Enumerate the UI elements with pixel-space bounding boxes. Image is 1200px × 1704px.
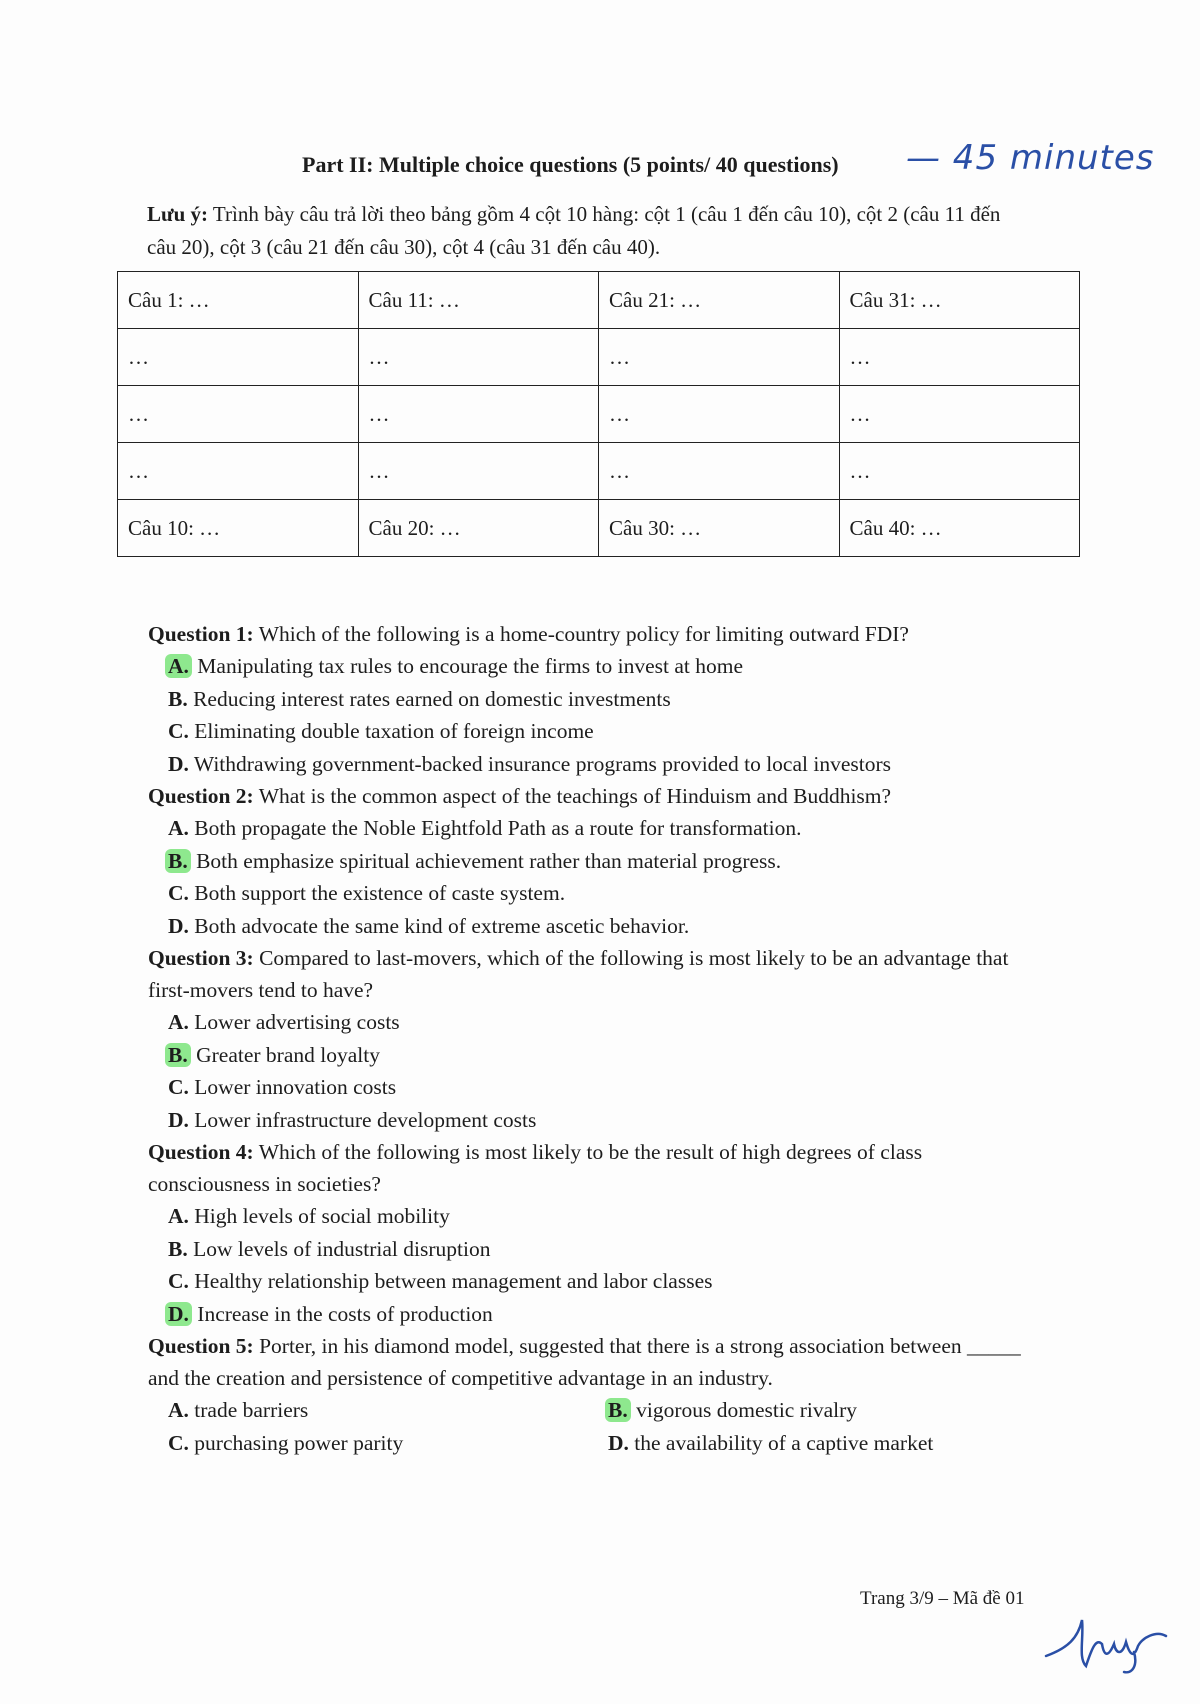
option-letter-highlighted: D. (165, 1302, 192, 1326)
question-3 (148, 942, 1048, 1136)
option-b (168, 845, 1048, 878)
question-stem (148, 780, 1048, 812)
option-letter: A. (168, 1398, 189, 1422)
option-letter: B. (168, 1236, 188, 1261)
option-c (168, 1071, 1048, 1104)
table-cell: Câu 20: … (358, 500, 599, 557)
table-cell: … (839, 386, 1080, 443)
option-text: Greater brand loyalty (196, 1042, 380, 1067)
question-stem (148, 1330, 1048, 1394)
table-row (118, 500, 1080, 557)
table-row (118, 443, 1080, 500)
signature-icon (1038, 1608, 1178, 1678)
instruction-note (147, 198, 1027, 264)
option-text: Both advocate the same kind of extreme ascetic behavior. (194, 913, 690, 938)
option-letter: A. (168, 1204, 189, 1228)
option-text: trade barriers (194, 1398, 309, 1422)
question-stem (148, 1136, 1048, 1200)
question-text: Which of the following is a home-country policy for limiting outward FDI? (258, 622, 909, 646)
option-d (168, 1298, 1048, 1331)
option-text: Lower infrastructure development costs (194, 1107, 537, 1132)
option-c (168, 1265, 1048, 1298)
option-letter: D. (608, 1430, 629, 1455)
option-a (168, 1200, 1048, 1233)
question-label: Question 1: (148, 622, 254, 646)
table-cell: … (118, 329, 359, 386)
table-cell: Câu 11: … (358, 272, 599, 329)
question-5 (148, 1330, 1048, 1459)
option-d (168, 1104, 1048, 1137)
option-letter-highlighted: B. (165, 849, 191, 873)
option-b (168, 1233, 1048, 1266)
question-text: Porter, in his diamond model, suggested that there is a strong association between _____ and the creation and persistence of competitive advantage in an industry. (148, 1334, 1021, 1390)
option-c (168, 715, 1048, 748)
question-list (148, 618, 1048, 1459)
option-letter: B. (168, 686, 188, 711)
question-stem (148, 942, 1048, 1006)
table-cell: … (599, 329, 840, 386)
question-text: What is the common aspect of the teachings of Hinduism and Buddhism? (258, 784, 892, 808)
question-label: Question 3: (148, 946, 254, 970)
option-text: Both propagate the Noble Eightfold Path as a route for transformation. (194, 816, 802, 840)
option-d (608, 1427, 1048, 1460)
answer-table (117, 271, 1080, 557)
option-letter: C. (168, 1269, 189, 1293)
table-cell: … (599, 443, 840, 500)
table-cell: … (599, 386, 840, 443)
question-text: Which of the following is most likely to be the result of high degrees of class consciousness in societies? (148, 1140, 923, 1196)
option-text: the availability of a captive market (634, 1430, 934, 1455)
option-d (168, 748, 1048, 781)
table-row (118, 329, 1080, 386)
option-b (168, 1039, 1048, 1072)
table-cell: … (118, 443, 359, 500)
option-letter: A. (168, 1010, 189, 1034)
question-text: Compared to last-movers, which of the following is most likely to be an advantage that first-movers tend to have? (148, 946, 1009, 1002)
option-letter: D. (168, 751, 189, 776)
table-cell: Câu 40: … (839, 500, 1080, 557)
table-cell: Câu 21: … (599, 272, 840, 329)
option-text: Both support the existence of caste system. (194, 881, 566, 905)
page-footer: Trang 3/9 – Mã đề 01 (860, 1588, 1025, 1609)
option-text: Healthy relationship between management and labor classes (194, 1269, 713, 1293)
option-letter-highlighted: B. (165, 1043, 191, 1067)
option-text: Manipulating tax rules to encourage the firms to invest at home (197, 654, 744, 678)
option-c (168, 877, 1048, 910)
table-cell: Câu 1: … (118, 272, 359, 329)
option-d (168, 910, 1048, 943)
table-cell: Câu 30: … (599, 500, 840, 557)
option-b (608, 1394, 1048, 1427)
option-c (168, 1427, 608, 1460)
option-text: Lower innovation costs (194, 1075, 397, 1099)
table-row (118, 386, 1080, 443)
option-text: vigorous domestic rivalry (636, 1398, 858, 1422)
option-text: Increase in the costs of production (197, 1301, 493, 1326)
option-letter: C. (168, 719, 189, 743)
handwritten-note: — 45 minutes (906, 138, 1155, 178)
option-letter: A. (168, 816, 189, 840)
question-2 (148, 780, 1048, 942)
option-a (168, 812, 1048, 845)
option-text: Reducing interest rates earned on domestic investments (193, 686, 671, 711)
option-letter-highlighted: A. (165, 654, 192, 678)
part-title: Part II: Multiple choice questions (5 points/ 40 questions) (302, 152, 839, 177)
question-label: Question 5: (148, 1334, 254, 1358)
option-text: Lower advertising costs (194, 1010, 400, 1034)
question-1 (148, 618, 1048, 780)
option-text: Withdrawing government-backed insurance programs provided to local investors (193, 751, 891, 776)
option-text: Low levels of industrial disruption (193, 1236, 491, 1261)
option-letter: C. (168, 881, 189, 905)
table-cell: … (358, 386, 599, 443)
option-a (168, 1006, 1048, 1039)
option-text: purchasing power parity (194, 1430, 404, 1455)
question-label: Question 4: (148, 1140, 254, 1164)
question-label: Question 2: (148, 784, 254, 808)
table-cell: … (839, 329, 1080, 386)
table-cell: … (358, 443, 599, 500)
option-a (168, 1394, 608, 1427)
option-letter: D. (168, 913, 189, 938)
option-text: Eliminating double taxation of foreign income (194, 719, 594, 743)
table-cell: … (358, 329, 599, 386)
question-stem (148, 618, 1048, 650)
option-text: High levels of social mobility (194, 1204, 450, 1228)
note-label: Lưu ý: (147, 202, 209, 226)
option-letter: C. (168, 1430, 189, 1455)
note-text: Trình bày câu trả lời theo bảng gồm 4 cột 10 hàng: cột 1 (câu 1 đến câu 10), cột 2 (câu 11 đến câu 20), cột 3 (câu 21 đến câu 30), cột 4 (câu 31 đến câu 40). (147, 202, 1001, 259)
table-row (118, 272, 1080, 329)
option-b (168, 683, 1048, 716)
table-cell: Câu 10: … (118, 500, 359, 557)
table-cell: … (839, 443, 1080, 500)
table-cell: Câu 31: … (839, 272, 1080, 329)
option-a (168, 650, 1048, 683)
option-letter-highlighted: B. (605, 1398, 631, 1422)
option-text: Both emphasize spiritual achievement rather than material progress. (196, 848, 782, 873)
option-letter: C. (168, 1075, 189, 1099)
question-4 (148, 1136, 1048, 1330)
table-cell: … (118, 386, 359, 443)
option-letter: D. (168, 1107, 189, 1132)
